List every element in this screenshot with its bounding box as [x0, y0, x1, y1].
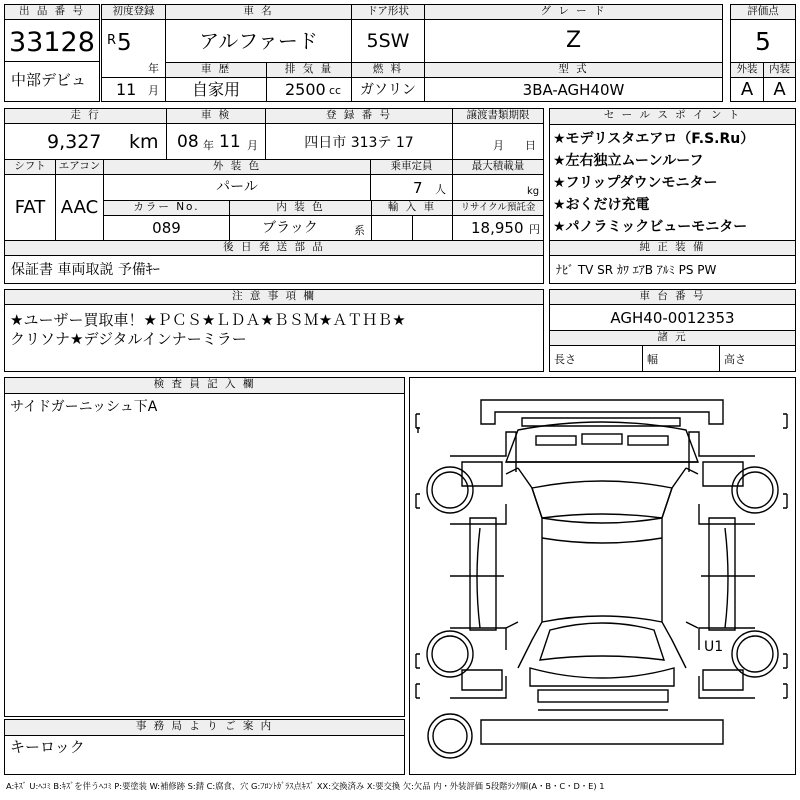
chassis-cell [549, 304, 796, 331]
month-unit: 月 [148, 84, 159, 97]
int-color: ブラック [262, 220, 318, 236]
plate-cell [265, 123, 453, 160]
car-diagram-frame [409, 377, 796, 775]
model-code-cell [424, 77, 723, 102]
length-cell [549, 345, 643, 372]
interior-grade: A [773, 79, 786, 100]
standard-equipment-label: 純 正 装 備 [549, 240, 796, 256]
inspector-cell [4, 393, 405, 717]
history: 自家用 [191, 80, 240, 99]
shift-label: シフト [4, 159, 56, 175]
damage-mark: U1 [704, 639, 724, 655]
interior-grade-cell [763, 77, 796, 102]
int-color-label: 内 装 色 [229, 200, 372, 216]
recycle-cell [452, 215, 544, 241]
height-cell [719, 345, 796, 372]
mileage: 9,327 [47, 131, 102, 153]
sales-point-5: ★パノラミックビューモニター [553, 219, 748, 235]
inspector-label: 検 査 員 記 入 欄 [4, 377, 405, 394]
car-name-label: 車 名 [165, 4, 352, 20]
later-items-cell [4, 255, 544, 284]
standard-equipment: ﾅﾋﾞ TV SR ｶﾜ ｴｱB ｱﾙﾐ PS PW [556, 263, 717, 277]
history-label: 車 歴 [165, 62, 267, 78]
inspector-note: サイドガーニッシュ下A [10, 399, 158, 415]
chassis-label: 車 台 番 号 [549, 289, 796, 305]
ext-color: パール [216, 179, 258, 195]
exterior-grade-label: 外装 [730, 62, 764, 78]
transfer-deadline-cell [452, 123, 544, 160]
model-code-label: 型 式 [424, 62, 723, 78]
capacity-label: 乗車定員 [370, 159, 453, 175]
fuel-cell [351, 77, 425, 102]
import-label: 輸 入 車 [371, 200, 453, 216]
inspection-month-unit: 月 [247, 139, 258, 152]
displacement: 2500 [285, 80, 326, 99]
ext-color-label: 外 装 色 [103, 159, 371, 175]
capacity-cell [370, 174, 453, 201]
color-no: 089 [152, 219, 181, 237]
width-cell [642, 345, 720, 372]
inspection-year: 08 [177, 132, 199, 152]
history-cell [165, 77, 267, 102]
lot-number-label: 出 品 番 号 [4, 4, 100, 20]
inspection-cell [166, 123, 266, 160]
first-reg-year-cell [101, 19, 166, 78]
interior-grade-label: 内装 [763, 62, 796, 78]
recycle-unit: 円 [529, 223, 540, 236]
sales-point-3: ★フリップダウンモニター [553, 175, 718, 191]
dimensions-label: 諸 元 [549, 330, 796, 346]
displacement-label: 排 気 量 [266, 62, 352, 78]
office-cell [4, 735, 405, 775]
first-reg-year: 5 [117, 30, 132, 56]
first-reg-month: 11 [116, 80, 137, 99]
chassis: AGH40-0012353 [610, 309, 735, 327]
standard-equipment-cell [549, 255, 796, 284]
notes-line-1: ★ユーザー買取車！★ＰＣＳ★ＬＤＡ★ＢＳＭ★ＡＴＨＢ★ [10, 311, 406, 329]
int-color-cell [229, 215, 372, 241]
door-shape: 5SW [366, 30, 410, 52]
mileage-unit: km [129, 131, 159, 153]
max-load-cell [452, 174, 544, 201]
later-items: 保証書 車両取説 予備ｷｰ [11, 262, 160, 278]
door-shape-cell [351, 19, 425, 63]
sales-points-label: セ ー ル ス ポ イ ン ト [549, 108, 796, 125]
transfer-month-unit: 月 [493, 139, 504, 152]
car-diagram [410, 378, 795, 774]
color-no-label: カラー No. [103, 200, 230, 216]
office-label: 事 務 局 よ り ご 案 内 [4, 719, 405, 736]
aircon-cell [55, 174, 104, 241]
later-items-label: 後 日 発 送 部 品 [4, 240, 544, 256]
displacement-unit: cc [329, 84, 342, 97]
capacity-unit: 人 [435, 183, 446, 196]
sales-point-2: ★左右独立ムーンルーフ [553, 153, 704, 169]
sales-point-1: ★モデリスタエアロ（F.S.Ru） [553, 131, 755, 147]
legend: A:ｷｽﾞ U:ﾍｺﾐ B:ｷｽﾞを伴うﾍｺﾐ P:要塗装 W:補修跡 S:錆 C:腐食、穴 G:ﾌﾛﾝﾄｶﾞﾗｽ点ｷｽﾞ XX:交換済み X:要交換 欠:欠品 内・外装評価 5段階ﾗﾝｸ順(A・B・C・D・E) 1 [6, 781, 605, 791]
grade-cell [424, 19, 723, 63]
score-label: 評価点 [730, 4, 796, 20]
import-divider [412, 216, 413, 240]
model-code: 3BA-AGH40W [522, 81, 625, 99]
score: 5 [755, 27, 771, 56]
notes-label: 注 意 事 項 欄 [4, 289, 544, 305]
fuel-label: 燃 料 [351, 62, 425, 78]
sales-points-cell [549, 124, 796, 241]
transfer-deadline-label: 譲渡書類期限 [452, 108, 544, 124]
first-reg-label: 初度登録 [101, 4, 166, 20]
capacity: 7 [413, 179, 423, 197]
max-load-label: 最大積載量 [452, 159, 544, 175]
recycle-label: リサイクル預託金 [452, 200, 544, 216]
fuel: ガソリン [360, 82, 416, 98]
car-name: アルファード [199, 29, 318, 53]
exterior-grade: A [740, 79, 754, 100]
sales-point-4: ★おくだけ充電 [553, 197, 650, 213]
lot-number: 33128 [9, 27, 95, 58]
car-name-cell [165, 19, 352, 63]
transfer-day-unit: 日 [525, 139, 536, 152]
plate-label: 登 録 番 号 [265, 108, 453, 124]
venue: 中部デビュ [11, 71, 87, 89]
year-unit: 年 [148, 62, 159, 75]
recycle: 18,950 [471, 219, 524, 237]
inspection-month: 11 [219, 132, 241, 152]
inspection-year-unit: 年 [203, 139, 214, 152]
notes-cell [4, 304, 544, 372]
venue-cell [4, 61, 100, 102]
shift: FAT [14, 197, 46, 218]
plate: 四日市 313テ 17 [304, 135, 414, 151]
first-reg-month-cell [101, 77, 166, 102]
mileage-label: 走 行 [4, 108, 167, 124]
displacement-cell [266, 77, 352, 102]
ext-color-cell [103, 174, 371, 201]
aircon: AAC [60, 197, 99, 218]
notes-line-2: クリソナ★デジタルインナーミラー [10, 330, 247, 348]
import-cell [371, 215, 453, 241]
door-shape-label: ドア形状 [351, 4, 425, 20]
color-no-cell [103, 215, 230, 241]
aircon-label: エアコン [55, 159, 104, 175]
exterior-grade-cell [730, 77, 764, 102]
inspection-label: 車 検 [166, 108, 266, 124]
grade: Z [565, 28, 582, 53]
office-note: キーロック [10, 738, 85, 756]
lot-number-cell [4, 19, 100, 62]
score-cell [730, 19, 796, 63]
int-color-suffix: 系 [354, 224, 365, 237]
era-label: R [107, 33, 117, 48]
max-load-unit: kg [527, 186, 540, 197]
height-label: 高さ [724, 353, 746, 366]
mileage-cell [4, 123, 167, 160]
shift-cell [4, 174, 56, 241]
width-label: 幅 [647, 353, 658, 366]
length-label: 長さ [554, 353, 576, 366]
grade-label: グ レ ー ド [424, 4, 723, 20]
